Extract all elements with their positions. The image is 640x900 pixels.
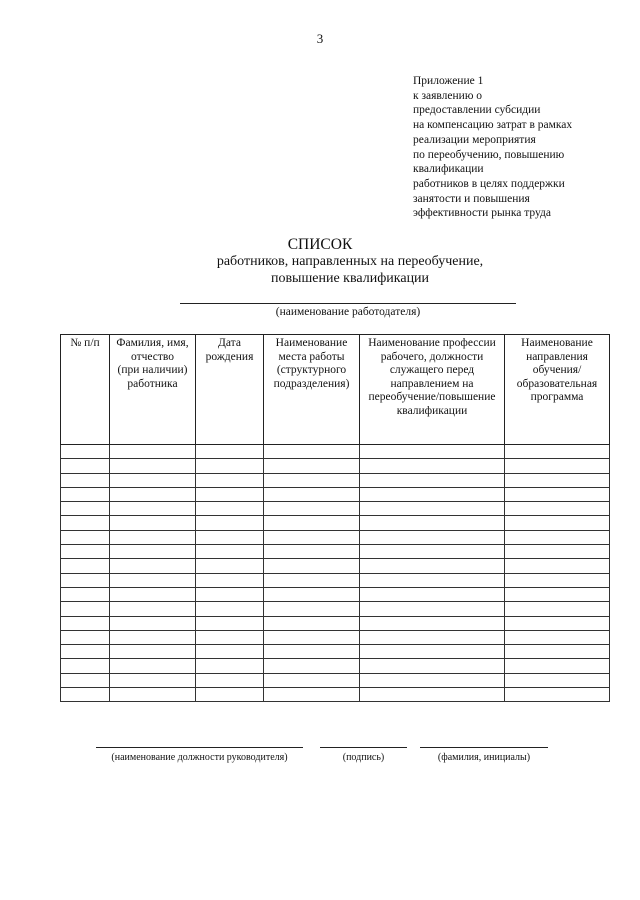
table-cell[interactable]	[110, 573, 196, 587]
column-header	[110, 335, 196, 445]
table-row	[61, 473, 610, 487]
table-cell[interactable]	[505, 688, 610, 702]
column-header-line: направления	[526, 350, 588, 363]
appendix-line: работников в целях поддержки	[413, 177, 565, 190]
table-cell[interactable]	[360, 630, 505, 644]
table-cell[interactable]	[505, 602, 610, 616]
table-cell[interactable]	[264, 630, 360, 644]
column-header	[264, 335, 360, 445]
table-row	[61, 587, 610, 601]
table-cell[interactable]	[505, 559, 610, 573]
document-title: СПИСОК	[287, 236, 353, 253]
signature-caption: (подпись)	[342, 752, 385, 763]
table-row	[61, 630, 610, 644]
column-header	[196, 335, 264, 445]
name-caption: (фамилия, инициалы)	[437, 752, 531, 763]
column-header-line: Наименование профессии	[368, 337, 496, 349]
column-header-line: Наименование	[521, 337, 593, 349]
table-cell[interactable]	[264, 445, 360, 459]
subtitle-line-1: работников, направленных на переобучение,	[216, 254, 484, 269]
table-cell[interactable]	[264, 516, 360, 530]
table-cell[interactable]	[505, 502, 610, 516]
table-cell[interactable]	[196, 659, 264, 673]
appendix-line: предоставлении субсидии	[413, 104, 541, 117]
table-row	[61, 516, 610, 530]
table-cell[interactable]	[505, 616, 610, 630]
column-header-line: № п/п	[70, 337, 100, 349]
table-body	[61, 445, 610, 702]
column-header-line: Дата	[218, 337, 241, 349]
table-cell[interactable]	[196, 545, 264, 559]
appendix-line: на компенсацию затрат в рамках	[413, 119, 573, 132]
column-header-line: квалификации	[396, 404, 468, 417]
table-cell[interactable]	[264, 688, 360, 702]
table-cell[interactable]	[196, 630, 264, 644]
table-row	[61, 673, 610, 687]
column-header-line: переобучение/повышение	[368, 391, 496, 404]
column-header-line: (при наличии)	[117, 364, 188, 377]
table-cell[interactable]	[360, 645, 505, 659]
table-cell[interactable]	[196, 530, 264, 544]
column-header-line: обучения/	[532, 364, 582, 377]
table-cell[interactable]	[110, 630, 196, 644]
table-row	[61, 502, 610, 516]
column-header-line: рождения	[205, 350, 254, 363]
table-cell[interactable]	[360, 459, 505, 473]
table-cell[interactable]	[360, 473, 505, 487]
table-cell[interactable]	[360, 673, 505, 687]
table-row	[61, 487, 610, 501]
table-cell[interactable]	[61, 487, 110, 501]
table-cell[interactable]	[110, 587, 196, 601]
table-cell[interactable]	[360, 616, 505, 630]
appendix-line: к заявлению о	[413, 89, 483, 102]
table-cell[interactable]	[196, 459, 264, 473]
table-cell[interactable]	[110, 502, 196, 516]
table-cell[interactable]	[360, 688, 505, 702]
table-cell[interactable]	[360, 559, 505, 573]
table-cell[interactable]	[61, 587, 110, 601]
table-cell[interactable]	[360, 587, 505, 601]
table-cell[interactable]	[264, 587, 360, 601]
table-cell[interactable]	[360, 573, 505, 587]
table-cell[interactable]	[110, 445, 196, 459]
employer-caption: (наименование работодателя)	[275, 306, 421, 318]
table-cell[interactable]	[264, 559, 360, 573]
table-cell[interactable]	[196, 645, 264, 659]
column-header-line: служащего перед	[389, 364, 475, 377]
table-cell[interactable]	[61, 673, 110, 687]
table-cell[interactable]	[196, 473, 264, 487]
table-cell[interactable]	[196, 688, 264, 702]
table-cell[interactable]	[360, 545, 505, 559]
column-header-line: рабочего, должности	[380, 350, 484, 363]
table-cell[interactable]	[505, 487, 610, 501]
table-row	[61, 559, 610, 573]
table-row	[61, 445, 610, 459]
table-cell[interactable]	[505, 473, 610, 487]
table-cell[interactable]	[110, 645, 196, 659]
table-cell[interactable]	[61, 645, 110, 659]
table-cell[interactable]	[196, 573, 264, 587]
table-row	[61, 459, 610, 473]
table-cell[interactable]	[196, 587, 264, 601]
appendix-line: квалификации	[413, 163, 484, 176]
column-header-line: места работы	[278, 350, 345, 363]
table-cell[interactable]	[505, 573, 610, 587]
table-cell[interactable]	[196, 516, 264, 530]
signature-line[interactable]	[320, 747, 407, 748]
table-row	[61, 616, 610, 630]
table-cell[interactable]	[196, 559, 264, 573]
employer-name-line[interactable]	[180, 303, 516, 304]
table-cell[interactable]	[61, 616, 110, 630]
table-cell[interactable]	[61, 502, 110, 516]
table-cell[interactable]	[360, 659, 505, 673]
table-cell[interactable]	[505, 545, 610, 559]
table-cell[interactable]	[196, 616, 264, 630]
position-caption: (наименование должности руководителя)	[111, 752, 288, 763]
table-cell[interactable]	[196, 673, 264, 687]
table-cell[interactable]	[505, 673, 610, 687]
table-cell[interactable]	[196, 487, 264, 501]
table-cell[interactable]	[110, 459, 196, 473]
table-cell[interactable]	[505, 630, 610, 644]
table-cell[interactable]	[505, 516, 610, 530]
table-row	[61, 688, 610, 702]
table-cell[interactable]	[196, 502, 264, 516]
table-cell[interactable]	[360, 502, 505, 516]
table-row	[61, 545, 610, 559]
table-cell[interactable]	[61, 545, 110, 559]
table-cell[interactable]	[264, 616, 360, 630]
table-cell[interactable]	[110, 530, 196, 544]
table-cell[interactable]	[110, 616, 196, 630]
appendix-line: занятости и повышения	[413, 192, 530, 205]
table-row	[61, 645, 610, 659]
table-cell[interactable]	[110, 473, 196, 487]
table-cell[interactable]	[505, 587, 610, 601]
table-cell[interactable]	[110, 688, 196, 702]
table-cell[interactable]	[61, 688, 110, 702]
table-cell[interactable]	[61, 459, 110, 473]
column-header-line: образовательная	[516, 377, 598, 390]
table-row	[61, 659, 610, 673]
table-cell[interactable]	[61, 602, 110, 616]
column-header-line: работника	[127, 377, 178, 390]
table-cell[interactable]	[505, 459, 610, 473]
table-cell[interactable]	[264, 602, 360, 616]
table-cell[interactable]	[360, 602, 505, 616]
subtitle-line-2: повышение квалификации	[270, 270, 430, 286]
table-row	[61, 602, 610, 616]
appendix-note	[413, 74, 623, 221]
table-cell[interactable]	[264, 473, 360, 487]
column-header-line: отчество	[130, 350, 175, 363]
table-cell[interactable]	[264, 459, 360, 473]
column-header	[360, 335, 505, 445]
table-cell[interactable]	[61, 630, 110, 644]
column-header-line: направлением на	[390, 377, 474, 390]
table-cell[interactable]	[61, 559, 110, 573]
table-cell[interactable]	[110, 559, 196, 573]
column-header-line: подразделения)	[273, 377, 350, 390]
table-cell[interactable]	[505, 445, 610, 459]
table-cell[interactable]	[264, 530, 360, 544]
table-cell[interactable]	[360, 530, 505, 544]
table-cell[interactable]	[110, 545, 196, 559]
table-cell[interactable]	[360, 516, 505, 530]
workers-table	[60, 334, 610, 702]
appendix-line: эффективности рынка труда	[413, 207, 551, 220]
column-header-line: Наименование	[275, 337, 348, 349]
column-header	[505, 335, 610, 445]
appendix-line: по переобучению, повышению	[413, 148, 565, 161]
table-cell[interactable]	[61, 516, 110, 530]
table-cell[interactable]	[110, 487, 196, 501]
table-cell[interactable]	[505, 659, 610, 673]
table-cell[interactable]	[264, 545, 360, 559]
column-header-line: (структурного	[276, 364, 347, 377]
table-cell[interactable]	[360, 487, 505, 501]
column-header-line: Фамилия, имя,	[116, 337, 189, 349]
table-cell[interactable]	[264, 487, 360, 501]
table-cell[interactable]	[61, 659, 110, 673]
table-cell[interactable]	[61, 473, 110, 487]
table-cell[interactable]	[110, 602, 196, 616]
table-cell[interactable]	[264, 645, 360, 659]
table-cell[interactable]	[360, 445, 505, 459]
table-cell[interactable]	[505, 530, 610, 544]
column-header-line: программа	[530, 391, 584, 404]
table-row	[61, 530, 610, 544]
table-cell[interactable]	[61, 530, 110, 544]
appendix-line: Приложение 1	[413, 75, 484, 87]
table-cell[interactable]	[61, 445, 110, 459]
table-cell[interactable]	[61, 573, 110, 587]
table-cell[interactable]	[110, 659, 196, 673]
column-header	[61, 335, 110, 445]
position-signature-line[interactable]	[96, 747, 303, 748]
table-cell[interactable]	[264, 573, 360, 587]
table-cell[interactable]	[264, 502, 360, 516]
document-subtitle	[0, 254, 640, 287]
table-cell[interactable]	[264, 673, 360, 687]
appendix-line: реализации мероприятия	[413, 133, 536, 146]
table-cell[interactable]	[110, 673, 196, 687]
name-initials-line[interactable]	[420, 747, 548, 748]
page-number: 3	[316, 31, 324, 46]
table-header-row	[61, 335, 610, 445]
table-cell[interactable]	[264, 659, 360, 673]
table-cell[interactable]	[196, 445, 264, 459]
table-cell[interactable]	[505, 645, 610, 659]
table-cell[interactable]	[196, 602, 264, 616]
table-cell[interactable]	[110, 516, 196, 530]
table-row	[61, 573, 610, 587]
